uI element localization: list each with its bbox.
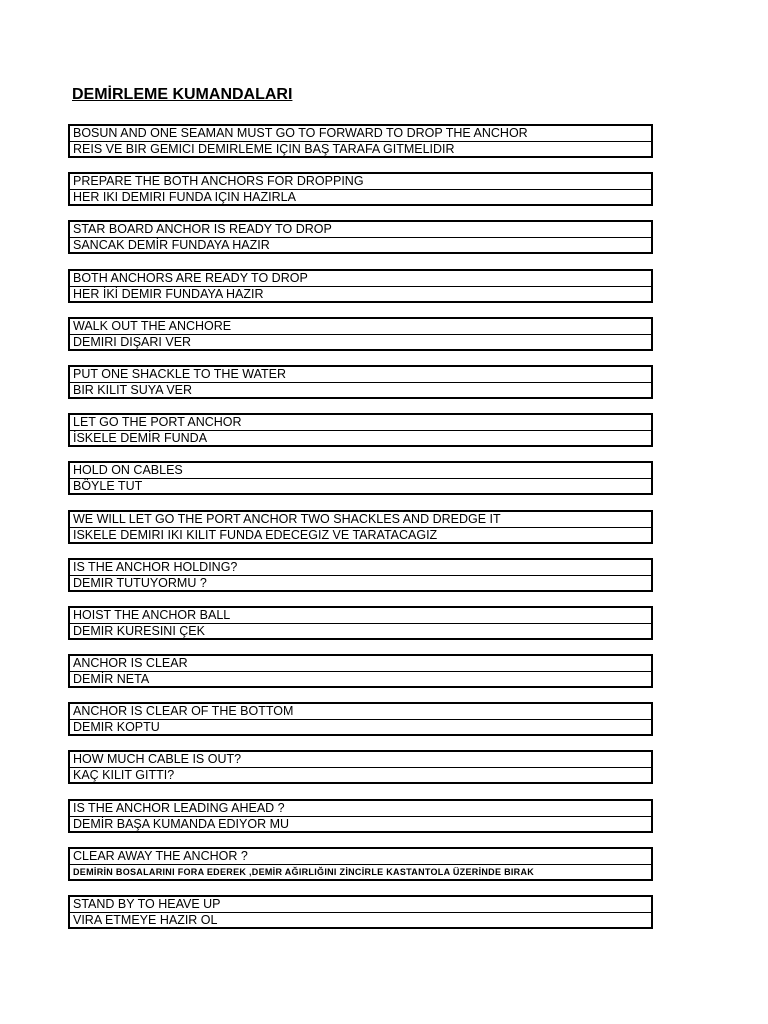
- english-command: PREPARE THE BOTH ANCHORS FOR DROPPING: [70, 174, 651, 190]
- command-entry: [68, 461, 653, 495]
- turkish-command: DEMİR NETA: [73, 672, 150, 687]
- english-command: WE WILL LET GO THE PORT ANCHOR TWO SHACKLES AND DREDGE IT: [70, 512, 651, 528]
- turkish-command: SANCAK DEMİR FUNDAYA HAZIR: [73, 238, 270, 253]
- english-command: PUT ONE SHACKLE TO THE WATER: [70, 367, 651, 383]
- command-entry: [68, 895, 653, 929]
- english-command: BOSUN AND ONE SEAMAN MUST GO TO FORWARD TO DROP THE ANCHOR: [70, 126, 651, 142]
- english-command: ANCHOR IS CLEAR OF THE BOTTOM: [70, 704, 651, 720]
- command-entry: [68, 269, 653, 303]
- turkish-command: BIR KILIT SUYA VER: [73, 382, 193, 397]
- turkish-command: İSKELE DEMİR FUNDA: [73, 431, 208, 446]
- turkish-command: HER İKİ DEMIR FUNDAYA HAZIR: [73, 286, 264, 301]
- turkish-command: DEMİR BAŞA KUMANDA EDIYOR MU: [73, 816, 290, 831]
- command-entry: [68, 124, 653, 158]
- english-command: STAR BOARD ANCHOR IS READY TO DROP: [70, 222, 651, 238]
- english-command: STAND BY TO HEAVE UP: [70, 897, 651, 913]
- command-entry: [68, 413, 653, 447]
- command-entry: [68, 702, 653, 736]
- turkish-command: HER IKI DEMIRI FUNDA IÇIN HAZIRLA: [73, 190, 296, 205]
- english-command: CLEAR AWAY THE ANCHOR ?: [70, 849, 651, 865]
- english-command: BOTH ANCHORS ARE READY TO DROP: [70, 271, 651, 287]
- turkish-command: DEMIR KURESINI ÇEK: [73, 623, 205, 638]
- english-command: HOLD ON CABLES: [70, 463, 651, 479]
- command-entry: [68, 172, 653, 206]
- document-title: DEMİRLEME KUMANDALARI: [72, 86, 293, 103]
- turkish-command: REIS VE BIR GEMICI DEMIRLEME IÇIN BAŞ TARAFA GITMELIDIR: [73, 142, 455, 156]
- turkish-command: DEMIR TUTUYORMU ?: [73, 575, 207, 590]
- turkish-command: DEMIRI DIŞARI VER: [73, 334, 192, 349]
- turkish-command: DEMİRİN BOSALARINI FORA EDEREK ,DEMİR AĞIRLIĞINI ZİNCİRLE KASTANTOLA ÜZERİNDE BIRAK: [73, 866, 535, 877]
- english-command: HOW MUCH CABLE IS OUT?: [70, 752, 651, 768]
- english-command: WALK OUT THE ANCHORE: [70, 319, 651, 335]
- command-entry: [68, 606, 653, 640]
- turkish-command: KAÇ KILIT GITTI?: [73, 768, 175, 783]
- command-entry: [68, 558, 653, 592]
- english-command: ANCHOR IS CLEAR: [70, 656, 651, 672]
- english-command: HOIST THE ANCHOR BALL: [70, 608, 651, 624]
- turkish-command: BÖYLE TUT: [73, 479, 143, 494]
- command-entry: [68, 799, 653, 833]
- command-entry: [68, 220, 653, 254]
- command-list: [68, 124, 653, 943]
- command-entry: [68, 750, 653, 784]
- command-entry: [68, 317, 653, 351]
- command-entry: [68, 510, 653, 544]
- command-entry: [68, 654, 653, 688]
- english-command: LET GO THE PORT ANCHOR: [70, 415, 651, 431]
- turkish-command: ISKELE DEMIRI IKI KILIT FUNDA EDECEGIZ VE TARATACAGIZ: [73, 527, 438, 542]
- english-command: IS THE ANCHOR HOLDING?: [70, 560, 651, 576]
- turkish-command: VIRA ETMEYE HAZIR OL: [73, 913, 218, 927]
- turkish-command: DEMIR KOPTU: [73, 720, 160, 735]
- english-command: IS THE ANCHOR LEADING AHEAD ?: [70, 801, 651, 817]
- command-entry: [68, 365, 653, 399]
- command-entry: [68, 847, 653, 881]
